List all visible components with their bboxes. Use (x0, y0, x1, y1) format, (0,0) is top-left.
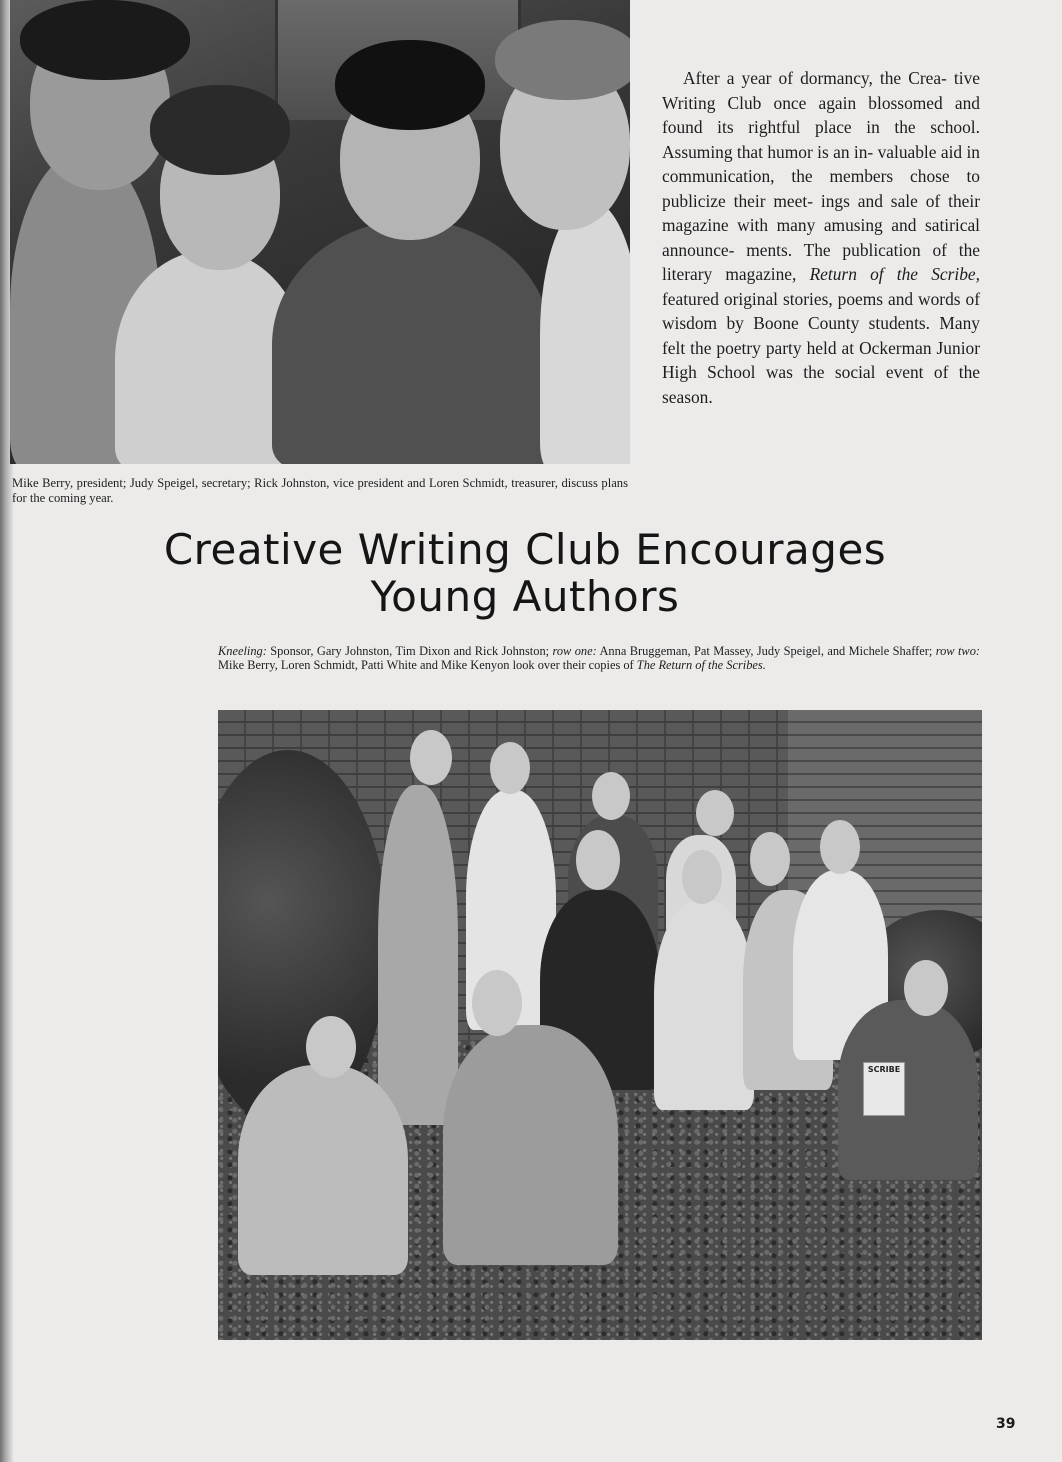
face-mike-berry (410, 730, 452, 785)
face-patti-white (592, 772, 630, 820)
article-line: tive Writing Club once again blossomed (662, 68, 980, 113)
hair-loren-schmidt (495, 20, 630, 100)
headline-line-2: Young Authors (370, 572, 680, 621)
group-photo (218, 710, 982, 1340)
caption-label-row-two: row two: (935, 644, 981, 658)
article-body (662, 66, 980, 409)
caption-magazine-title: The Return of the Scribes. (636, 657, 766, 672)
face-rick-johnston (904, 960, 948, 1016)
figure-rick-johnston (272, 220, 552, 464)
person-gary-johnston (238, 1065, 408, 1275)
article-line: and found its rightful place in the (662, 92, 980, 137)
article-line: featured (662, 288, 719, 309)
article-line: wisdom by Boone County students. (662, 313, 931, 333)
caption-row-one: Anna Bruggeman, Pat Massey, Judy Speigel, and Michele Shaffer; (596, 644, 936, 658)
article-line: magazine, (725, 264, 810, 284)
article-line: Many felt the poetry party held at (662, 313, 980, 358)
face-mike-kenyon (696, 790, 734, 836)
article-line: original stories, poems and words of (723, 288, 980, 309)
face-loren-schmidt (490, 742, 530, 794)
article-line: social event of the season. (662, 362, 980, 407)
face-anna-bruggeman (576, 830, 620, 890)
hair-rick-johnston (335, 40, 485, 130)
caption-label-row-one: row one: (552, 644, 597, 658)
article-line: After a year of dormancy, the Crea- (683, 68, 947, 88)
article-line: ings and sale of their magazine with (662, 190, 980, 235)
caption-kneeling: Sponsor, Gary Johnston, Tim Dixon and Rick Johnston; (266, 644, 553, 658)
face-tim-dixon (472, 970, 522, 1036)
figure-loren-schmidt (540, 200, 630, 464)
officers-caption: Mike Berry, president; Judy Speigel, secretary; Rick Johnston, vice president and Loren Schmidt, treasurer, discuss plans for the coming year. (12, 476, 628, 506)
headline-line-1: Creative Writing Club Encourages (163, 525, 887, 574)
person-mike-berry (378, 785, 458, 1125)
article-line: valuable aid in communication, the (662, 141, 980, 186)
article-line: members chose to publicize their meet- (662, 166, 980, 211)
scribe-magazine: SCRIBE (863, 1062, 905, 1116)
magazine-title: Return of the Scribe, (809, 264, 980, 284)
hair-judy-speigel (150, 85, 290, 175)
caption-row-two: Mike Berry, Loren Schmidt, Patti White and Mike Kenyon look over their copies of (218, 657, 637, 672)
face-gary-johnston (306, 1016, 356, 1078)
face-michele-shaffer (820, 820, 860, 874)
article-line: school. Assuming that humor is an in- (662, 117, 980, 162)
group-caption (218, 645, 980, 673)
person-pat-massey (654, 900, 754, 1110)
hair-mike-berry (20, 0, 190, 80)
article-line: many amusing and satirical announce- (662, 215, 980, 260)
page-headline (40, 526, 1010, 620)
person-rick-johnston (838, 1000, 978, 1180)
person-tim-dixon (443, 1025, 618, 1265)
face-judy-speigel (750, 832, 790, 886)
article-line: ments. The publication of the literary (662, 239, 980, 284)
article-line: Ockerman Junior High School was the (662, 337, 981, 382)
page-number: 39 (996, 1416, 1016, 1432)
officers-photo (10, 0, 630, 464)
face-pat-massey (682, 850, 722, 904)
caption-label-kneeling: Kneeling: (218, 644, 267, 658)
